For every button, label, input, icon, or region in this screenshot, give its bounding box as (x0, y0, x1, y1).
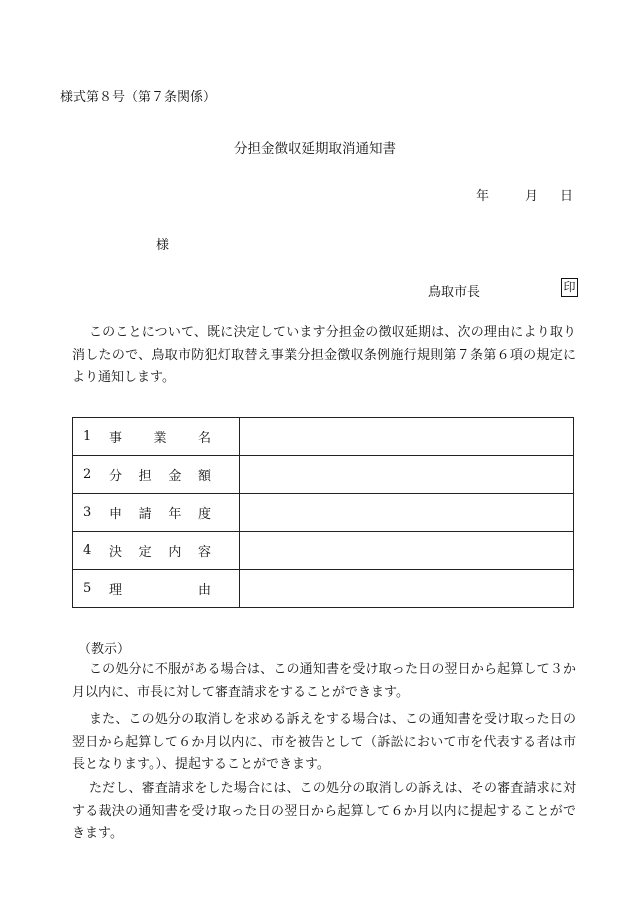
row-value-cell[interactable] (239, 418, 573, 456)
row-value-cell[interactable] (239, 456, 573, 494)
table-row (73, 532, 574, 570)
row-number: 1 (83, 429, 92, 444)
row-label-char: 分 (109, 469, 123, 484)
row-value-cell[interactable] (239, 570, 573, 608)
seal-mark: 印 (561, 278, 578, 297)
row-label-char: 年 (168, 507, 182, 522)
row-label (73, 456, 240, 494)
row-label-char: 内 (168, 545, 182, 560)
row-label (73, 570, 240, 608)
table-row (73, 456, 574, 494)
row-label-char: 理 (109, 583, 123, 598)
table-row (73, 418, 574, 456)
date-day: 日 (559, 189, 573, 204)
row-label-text (109, 465, 211, 484)
row-value-cell[interactable] (239, 532, 573, 570)
row-label-char: 度 (197, 507, 211, 522)
row-number: 4 (83, 543, 92, 558)
row-label-char: 担 (138, 469, 152, 484)
form-number-label: 様式第８号（第７条関係） (60, 90, 217, 105)
row-label-char: 業 (153, 431, 167, 446)
row-label-char: 決 (109, 545, 123, 560)
row-label-char: 請 (138, 507, 152, 522)
row-label-char: 申 (109, 507, 123, 522)
document-title: 分担金徴収延期取消通知書 (234, 141, 396, 157)
table-row (73, 570, 574, 608)
row-label-char: 定 (138, 545, 152, 560)
row-label (73, 532, 240, 570)
row-label-text (109, 579, 211, 598)
row-label-text (109, 541, 211, 560)
row-number: 5 (83, 581, 92, 596)
date-year: 年 (475, 189, 489, 204)
row-label-char: 由 (197, 583, 211, 598)
row-label (73, 494, 240, 532)
row-label-char: 金 (168, 469, 182, 484)
row-label-text (109, 427, 211, 446)
notice-heading: （教示） (78, 642, 131, 657)
date-month: 月 (524, 189, 538, 204)
row-number: 2 (83, 467, 92, 482)
addressee-suffix: 様 (156, 238, 170, 253)
row-value-cell[interactable] (239, 494, 573, 532)
row-label (73, 418, 240, 456)
table-row (73, 494, 574, 532)
notice-paragraph-3: ただし、審査請求をした場合には、この処分の取消しの訴えは、その審査請求に対する裁決の通知書を受け取った日の翌日から起算して６か月以内に提起することができます。 (72, 781, 576, 841)
row-label-char: 額 (197, 469, 211, 484)
row-label-char: 事 (109, 431, 123, 446)
row-label-text (109, 503, 211, 522)
notice-paragraph-2: また、この処分の取消しを求める訴えをする場合は、この通知書を受け取った日の翌日から起算して６か月以内に、市を被告として（訴訟において市を代表する者は市長となります。）、提起することができます。 (72, 712, 576, 772)
row-number: 3 (83, 505, 92, 520)
date-line (476, 185, 573, 204)
details-table (72, 417, 574, 608)
notice-paragraph-1: この処分に不服がある場合は、この通知書を受け取った日の翌日から起算して３か月以内に、市長に対して審査請求をすることができます。 (72, 662, 576, 700)
body-paragraph: このことについて、既に決定しています分担金の徴収延期は、次の理由により取り消したので、鳥取市防犯灯取替え事業分担金徴収条例施行規則第７条第６項の規定により通知します。 (72, 325, 576, 385)
row-label-char: 容 (197, 545, 211, 560)
row-label-char: 名 (197, 431, 211, 446)
issuer-name: 鳥取市長 (428, 285, 481, 300)
